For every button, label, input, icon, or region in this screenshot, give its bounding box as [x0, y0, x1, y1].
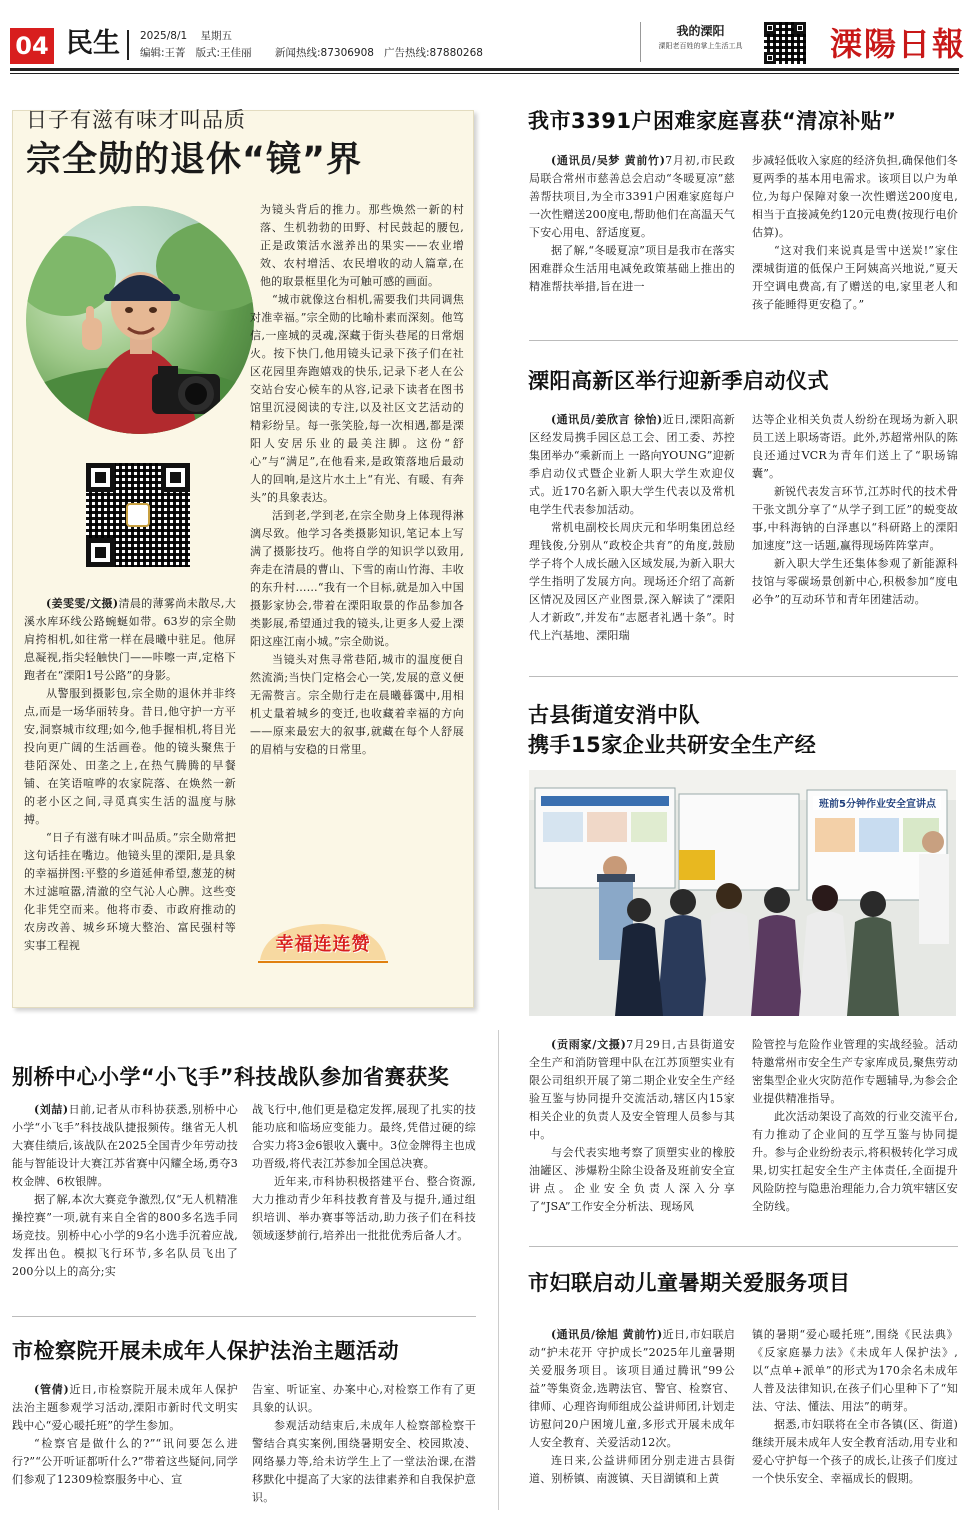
news-hotline: 新闻热线:87306908: [274, 47, 374, 59]
story-hightech-col1: (通讯员/姜欣言 徐怡)近日,溧阳高新区经发局携手园区总工会、团工委、苏控集团举办“乘新而上 一路向YOUNG”迎新季启动仪式暨企业新人职大学生欢迎仪式。近170名新入职大学生代表以及常机电学生代表参加活动。 常机电副校长周庆元和华明集团总经理钱俊,分别从“政校企共育”的角度,鼓励学子将个人成长融入区域发展,为新入职大学生指明了发展方向。现场还介绍了高新区情况及园区产业图景,深入解读了“溧阳人才新政”,并发布“志愿者礼遇十条”。时代上汽基地、溧阳瑞: [529, 413, 735, 642]
ad-hotline: 广告热线:87880268: [383, 47, 483, 59]
story-tech-byline: (刘喆): [34, 1103, 69, 1116]
feature-col-left: (姜雯雯/文摄)清晨的薄雾尚未散尽,大溪水库环线公路蜿蜒如带。63岁的宗全勋肩挎相机,如往常一样在晨曦中驻足。他屏息凝视,指尖轻触快门——咔嚓一声,定格下跑者在“溧阳1号公路”的身影。 从警服到摄影包,宗全勋的退休并非终点,而是一场华丽转身。昔日,他守护一方平安,洞察城市纹理;如今,他手握相机,将目光投向更广阔的生活画卷。他的镜头聚焦于巷陌深处、田垄之上,在热气腾腾的早餐铺、在笑语喧哗的农家院落、在焕然一新的老小区之间,寻觅真实生活的温度与脉搏。 “日子有滋有味才叫品质。”宗全勋常把这句话挂在嘴边。他镜头里的溧阳,是具象的幸福拼图:平整的乡道延伸希望,葱茏的树木过滤喧嚣,清澈的空气沁人心脾。这些变化非凭空而来。他将市委、市政府推动的农房改善、城乡环境大整治、富民强村等实事工程视: [24, 597, 236, 952]
story-subsidy-col1: (通讯员/吴梦 黄前竹)7月初,市民政局联合常州市慈善总会启动“冬暖夏凉”慈善帮扶项目,为全市3391户困难家庭每户一次性赠送200度电,帮助他们在高温天气下安心用电、舒适度夏。 据了解,“冬暖夏凉”项目是我市在落实困难群众生活用电减免政策基础上推出的精准帮扶举措,旨在进一: [529, 154, 735, 293]
story-subsidy-col2: 步减轻低收入家庭的经济负担,确保他们冬夏两季的基本用电需求。该项目以户为单位,为每户保障对象一次性赠送200度电,相当于直接减免约120元电费(按现行电价估算)。 “这对我们来说真是雪中送炭!”家住溧城街道的低保户王阿姨高兴地说,“夏天开空调电费高,有了赠送的电,家里老人和孩子能睡得更安稳了。”: [752, 154, 958, 311]
story-subsidy-headline: 我市3391户困难家庭喜获“清凉补贴”: [528, 109, 897, 133]
brand-subtitle: 溧阳老百姓的掌上生活工具: [658, 42, 743, 50]
masthead-date-row: [140, 29, 232, 43]
story-tech-col2: 战飞行中,他们更是稳定发挥,展现了扎实的技能功底和临场应变能力。最终,凭借过硬的综合实力将3金6银收入囊中。3位金牌得主也成功晋级,将代表江苏参加全国总决赛。 近年来,市科协积极搭建平台、整合资源,大力推动青少年科技教育普及与提升,通过组织培训、举办赛事等活动,助力孩子们在科技领域逐梦前行,培养出一批批优秀后备人才。: [252, 1103, 476, 1242]
feature-kicker: 日子有滋有味才叫品质: [26, 108, 246, 132]
issue-date: 2025/8/1: [140, 30, 188, 42]
masthead-rule-thin: [10, 73, 959, 74]
divider: [12, 1316, 476, 1317]
story-women-headline: 市妇联启动儿童暑期关爱服务项目: [528, 1271, 851, 1295]
brand-box: [640, 22, 760, 62]
feature-col-right: 为镜头背后的推力。那些焕然一新的村落、生机勃勃的田野、村民鼓起的腰包,正是政策活水滋养出的果实——农业增效、农村增活、农民增收的动人篇章,在他的取景框里化为可触可感的画面。 “城市就像这台相机,需要我们共同调焦对准幸福。”宗全勋的比喻朴素而深刻。他笃信,一座城的灵魂,深藏于街头巷尾的日常烟火。按下快门,他用镜头记录下孩子们在社区花园里奔跑嬉戏的快乐,记录下老人在公交站台安心候车的从容,记录下读者在图书馆里沉浸阅读的专注,以及社区文艺活动的精彩纷呈。每一张笑脸,每一次相遇,都是溧阳人安居乐业的最美注脚。这份“舒心”与“满足”,在他看来,是政策落地后最动人的回响,是这片水土上“有光、有暖、有奔头”的具象表达。 活到老,学到老,在宗全勋身上体现得淋漓尽致。他学习各类摄影知识,笔记本上写满了摄影技巧。他将自学的知识学以致用,奔走在清晨的曹山、下雪的南山竹海、丰收的东升村……“我有一个目标,就是加入中国摄影家协会,带着在溧阳取景的作品参加各类影展,希望通过我的镜头,让更多人爱上溧阳这座江南小城。”宗全勋说。 当镜头对焦寻常巷陌,城市的温度便自然流淌;当快门定格会心一笑,发展的意义便无需赘言。宗全勋行走在晨曦暮霭中,用相机丈量着城乡的变迁,也收藏着幸福的方向——原来最宏大的叙事,就藏在每个人舒展的眉梢与安稳的日常里。: [250, 203, 464, 756]
feature-headline: 宗全勋的退休“镜”界: [26, 140, 363, 180]
portrait-illustration: [26, 206, 254, 434]
qr-finder-mark: [794, 22, 806, 34]
story-safety-col1: (贡雨家/文摄)7月29日,古县街道安全生产和消防管理中队在江苏顶塑实业有限公司组织开展了第二期企业安全生产经验互鉴与协同提升交流活动,辖区内15家相关企业的负责人及安全管理人员参与其中。 与会代表实地考察了顶塑实业的橡胶油罐区、涉爆粉尘除尘设备及班前安全宣讲点。企业安全负责人深入分享了“JSA”工作安全分析法、现场风: [529, 1038, 735, 1213]
column-divider: [498, 1030, 499, 1510]
story-hightech-col2: 达等企业相关负责人纷纷在现场为新入职员工送上职场寄语。此外,苏超常州队的陈良还通过VCR为青年们送上了“职场锦囊”。 新锐代表发言环节,江苏时代的技术骨干张文凯分享了“从学子到工匠”的蜕变故事,中科海钠的白泽惠以“科研路上的溧阳加速度”这一话题,赢得现场阵阵掌声。 新入职大学生还集体参观了新能源科技馆与零碳场景创新中心,积极参加“度电必争”的互动环节和青年团建活动。: [752, 413, 958, 606]
photo-board-title: 班前5分钟作业安全宣讲点: [819, 799, 936, 810]
story-safety-byline: (贡雨家/文摄): [551, 1038, 627, 1051]
story-tech-col1: (刘喆)日前,记者从市科协获悉,别桥中心小学“小飞手”科技战队捷报频传。继省无人机大赛佳绩后,该战队在2025全国青少年劳动技能与智能设计大赛江苏省赛中闪耀全场,勇夺3枚金牌、6枚银牌。 据了解,本次大赛竞争激烈,仅“无人机精准操控赛”一项,就有来自全省的800多名选手同场竞技。别桥中心小学的9名小选手沉着应战,发挥出色。模拟飞行环节,多名队员飞出了200分以上的高分;实: [12, 1103, 238, 1278]
stamp-text: 幸福连连赞: [275, 934, 371, 955]
masthead-divider: [127, 30, 129, 60]
divider: [529, 1246, 958, 1247]
qr-finder-mark: [86, 463, 115, 492]
story-procuratorate-col1: (管倩)近日,市检察院开展未成年人保护法治主题参观学习活动,溧阳市新时代文明实践中心“爱心暖托班”的学生参加。 “检察官是做什么的?”“讯问要怎么进行?”“公开听证都听什么?”带着这些疑问,同学们参观了12309检察服务中心、宣: [12, 1383, 239, 1486]
issue-weekday: 星期五: [200, 30, 233, 42]
story-subsidy-byline: (通讯员/吴梦 黄前竹): [551, 154, 666, 167]
feature-portrait-photo: [26, 206, 254, 434]
qr-finder-mark: [86, 538, 115, 567]
story-safety-col2: 险管控与危险作业管理的实战经验。活动特邀常州市安全生产专家库成员,聚焦劳动密集型企业火灾防范作专题辅导,为参会企业提供精准指导。 此次活动架设了高效的行业交流平台,有力推动了企业间的互学互鉴与协同提升。参与企业纷纷表示,将积极转化学习成果,切实扛起安全生产主体责任,全面提升风险防控与隐患治理能力,合力筑牢辖区安全防线。: [752, 1038, 958, 1213]
page-number: 04: [10, 28, 54, 64]
qr-finder-mark: [764, 52, 776, 64]
story-safety-headline-2: 携手15家企业共研安全生产经: [528, 733, 817, 757]
story-hightech-byline: (通讯员/姜欣言 徐怡): [551, 413, 663, 426]
story-women-col1: (通讯员/徐旭 黄前竹)近日,市妇联启动“护未花开 守护成长”2025年儿童暑期关爱服务项目。该项目通过腾讯“99公益”等集资金,选聘法官、警官、检察官、律师、心理咨询师组成公益讲师团,计划走访慰问20户困境儿童,多形式开展未成年人安全教育、关爱活动12次。 连日来,公益讲师团分别走进古县街道、别桥镇、南渡镇、天目湖镇和上黄: [529, 1328, 735, 1485]
qr-finder-mark: [764, 22, 776, 34]
story-procuratorate-col2: 告室、听证室、办案中心,对检察工作有了更具象的认识。 参观活动结束后,未成年人检察部检察干警结合真实案例,围绕暑期安全、校园欺凌、网络暴力等,给未访学生上了一堂法治课,在潜移默化中提高了大家的法律素养和自我保护意识。: [252, 1383, 476, 1504]
masthead-editor-row: [140, 46, 483, 60]
masthead-qr-code: [764, 22, 806, 64]
safety-meeting-illustration: [529, 770, 956, 1016]
feature-qr-code: [86, 463, 190, 567]
divider: [529, 340, 958, 341]
layout-editor: 版式:王佳丽: [195, 47, 252, 59]
divider: [529, 676, 958, 677]
story-women-col2: 镇的暑期“爱心暖托班”,围绕《民法典》《反家庭暴力法》《未成年人保护法》,以“点单+派单”的形式为170余名未成年人普及法律知识,在孩子们心里种下了“知法、守法、懂法、用法”的萌芽。 据悉,市妇联将在全市各镇(区、街道)继续开展未成年人安全教育活动,用专业和爱心守护每一个孩子的成长,让孩子们度过一个快乐安全、幸福成长的假期。: [752, 1328, 958, 1485]
story-safety-headline-1: 古县街道安消中队: [528, 703, 700, 727]
story-procuratorate-headline: 市检察院开展未成年人保护法治主题活动: [12, 1339, 399, 1363]
masthead-rule: [10, 68, 959, 71]
story-hightech-headline: 溧阳高新区举行迎新季启动仪式: [528, 369, 829, 393]
story-women-byline: (通讯员/徐旭 黄前竹): [551, 1328, 663, 1341]
happiness-stamp: [256, 920, 390, 964]
qr-finder-mark: [161, 463, 190, 492]
section-name: 民生: [66, 28, 120, 59]
qr-center-logo: [126, 503, 150, 527]
brand-title: 我的溧阳: [676, 24, 725, 38]
editor: 编辑:王菁: [140, 47, 186, 59]
newspaper-logo: 溧陽日報: [830, 25, 967, 63]
feature-byline: (姜雯雯/文摄): [46, 597, 119, 610]
story-safety-photo: [529, 770, 956, 1016]
story-tech-headline: 别桥中心小学“小飞手”科技战队参加省赛获奖: [12, 1065, 450, 1089]
story-procuratorate-byline: (管倩): [34, 1383, 69, 1396]
